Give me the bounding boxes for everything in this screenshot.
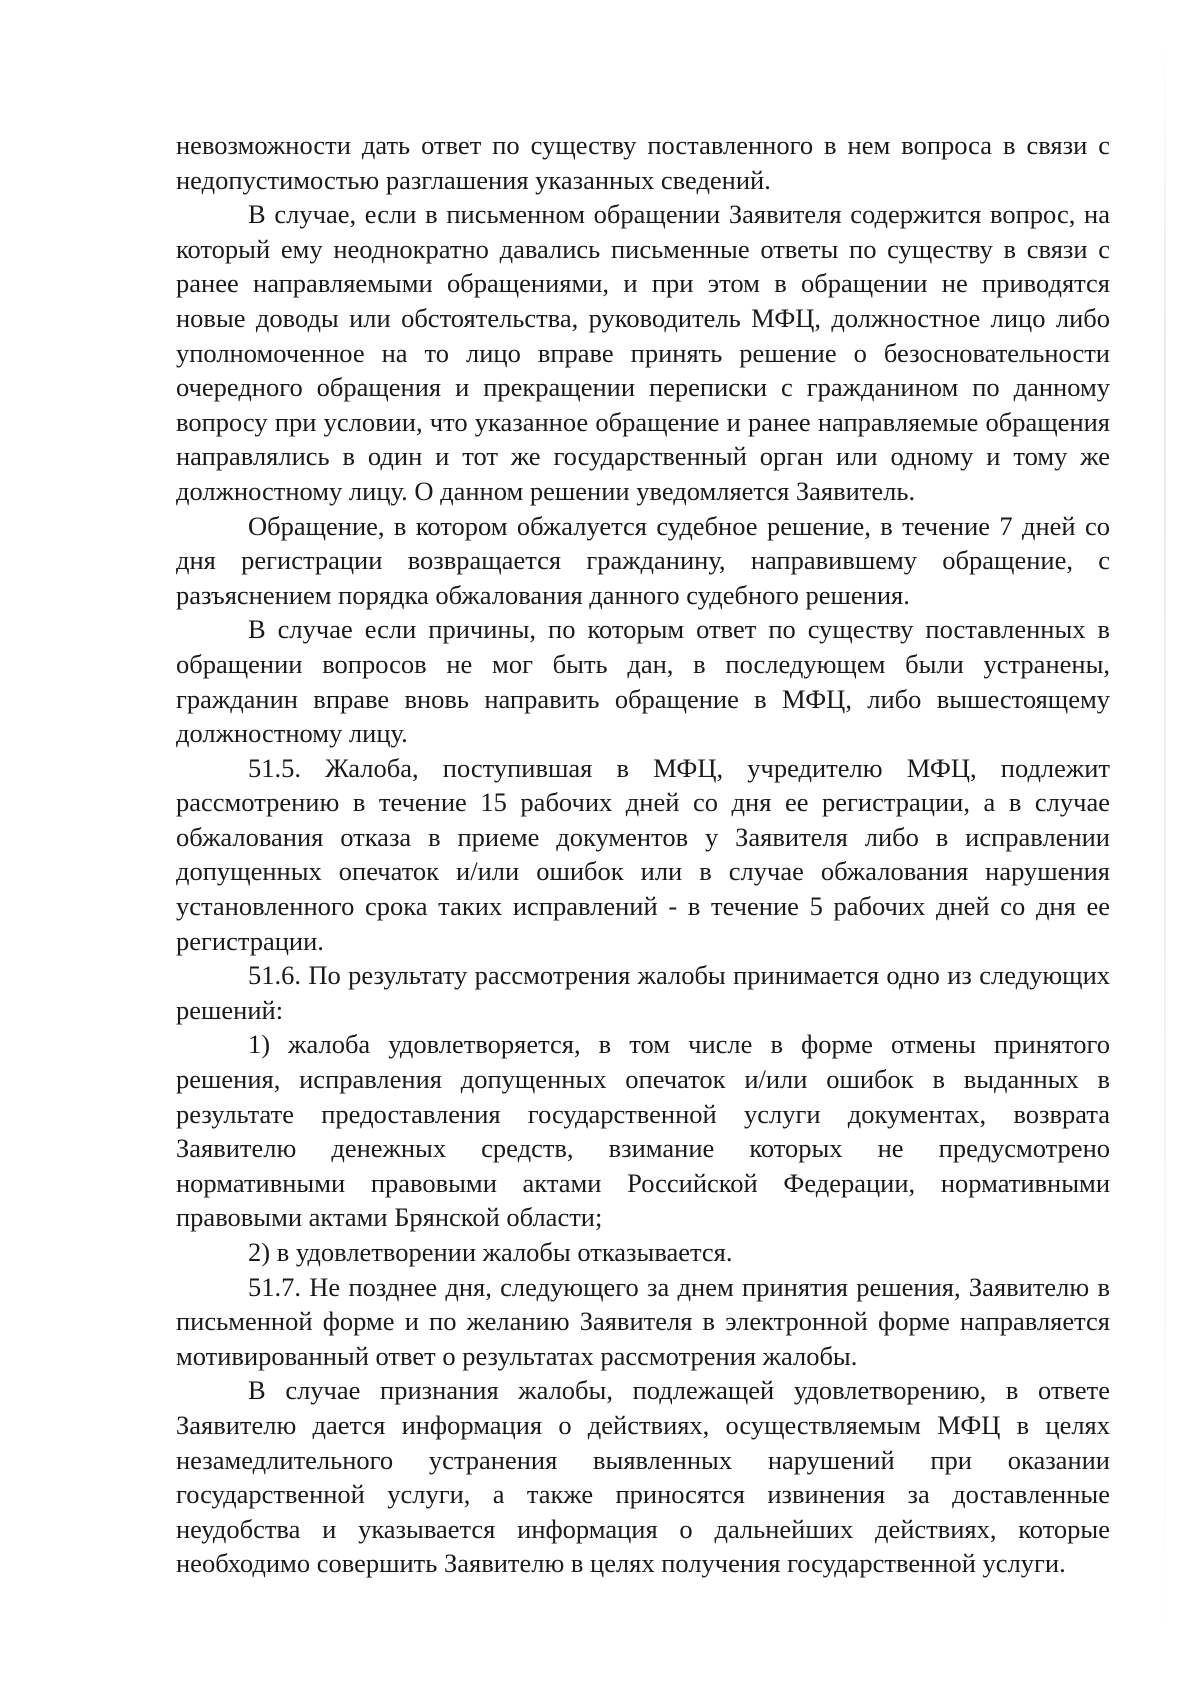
scan-edge-shadow [1164,40,1166,1640]
paragraph-reasons-eliminated: В случае если причины, по которым ответ по существу поставленных в обращении вопросов не мог быть дан, в последующем были устранены, гражданин вправе вновь направить обращение в МФЦ, либо вышестоящему должностному лицу. [176,614,1110,749]
paragraph-continuation: невозможности дать ответ по существу поставленного в нем вопроса в связи с недопустимостью разглашения указанных сведений. [176,130,1110,195]
paragraph-repeated-question: В случае, если в письменном обращении Заявителя содержится вопрос, на который ему неоднократно давались письменные ответы по существу в связи с ранее направляемыми обращениями, и при этом в обращении не приводятся новые доводы или обстоятельства, руководитель МФЦ, должностное лицо либо уполномоченное на то лицо вправе принять решение о безосновательности очередного обращения и прекращении переписки с гражданином по данному вопросу при условии, что указанное обращение и ранее направляемые обращения направлялись в один и тот же государственный орган или одному и тому же должностному лицу. О данном решении уведомляется Заявитель. [176,199,1110,506]
paragraph-51-5: 51.5. Жалоба, поступившая в МФЦ, учредителю МФЦ, подлежит рассмотрению в течение 15 рабочих дней со дня ее регистрации, а в случае обжалования отказа в приеме документов у Заявителя либо в исправлении допущенных опечаток и/или ошибок или в случае обжалования нарушения установленного срока таких исправлений - в течение 5 рабочих дней со дня ее регистрации. [176,752,1110,956]
document-body [176,128,1110,1581]
list-item-1: 1) жалоба удовлетворяется, в том числе в форме отмены принятого решения, исправления допущенных опечаток и/или ошибок в выданных в результате предоставления государственной услуги документах, возврата Заявителю денежных средств, взимание которых не предусмотрено нормативными правовыми актами Российской Федерации, нормативными правовыми актами Брянской области; [176,1029,1110,1233]
paragraph-court-decision: Обращение, в котором обжалуется судебное решение, в течение 7 дней со дня регистрации возвращается гражданину, направившему обращение, с разъяснением порядка обжалования данного судебного решения. [176,510,1110,610]
list-item-2: 2) в удовлетворении жалобы отказывается. [248,1237,733,1267]
paragraph-51-7: 51.7. Не позднее дня, следующего за днем принятия решения, Заявителю в письменной форме и по желанию Заявителя в электронной форме направляется мотивированный ответ о результатах рассмотрения жалобы. [176,1271,1110,1371]
paragraph-51-6: 51.6. По результату рассмотрения жалобы принимается одно из следующих решений: [176,960,1110,1025]
paragraph-complaint-satisfied: В случае признания жалобы, подлежащей удовлетворению, в ответе Заявителю дается информация о действиях, осуществляемым МФЦ в целях незамедлительного устранения выявленных нарушений при оказании государственной услуги, а также приносятся извинения за доставленные неудобства и указывается информация о дальнейших действиях, которые необходимо совершить Заявителю в целях получения государственной услуги. [176,1375,1110,1579]
